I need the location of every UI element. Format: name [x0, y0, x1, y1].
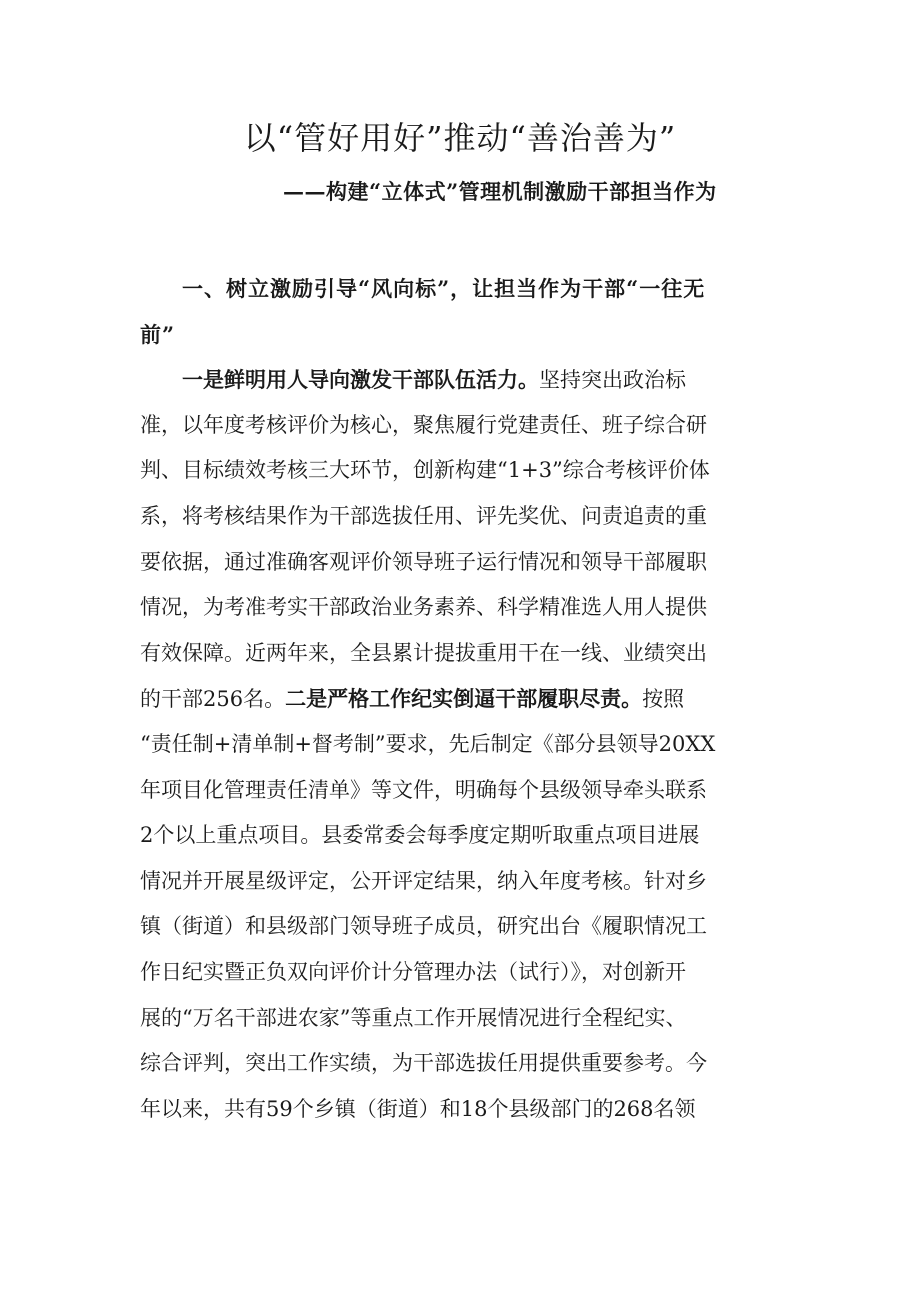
lead-sentence-one: 一是鲜明用人导向激发干部队伍活力。 — [182, 367, 539, 393]
paragraph-line: 准，以年度考核评价为核心，聚焦履行党建责任、班子综合研 — [140, 412, 707, 437]
document-title: 以“管好用好”推动“善治善为” — [243, 119, 677, 157]
paragraph-line: 年项目化管理责任清单》等文件，明确每个县级领导牵头联系 — [140, 777, 707, 802]
paragraph-text: 坚持突出政治标 — [539, 368, 686, 393]
paragraph-line: 有效保障。近两年来，全县累计提拔重用干在一线、业绩突出 — [140, 640, 707, 665]
paragraph-line — [140, 357, 775, 403]
paragraph-line — [140, 676, 775, 722]
lead-sentence-two: 二是严格工作纪实倒逼干部履职尽责。 — [285, 686, 643, 712]
paragraph-line: 系，将考核结果作为干部选拔任用、评先奖优、问责追责的重 — [140, 503, 707, 528]
paragraph-line: 综合评判，突出工作实绩，为干部选拔任用提供重要参考。今 — [140, 1051, 707, 1076]
document-body — [140, 266, 775, 1132]
paragraph-line: 镇（街道）和县级部门领导班子成员，研究出台《履职情况工 — [140, 914, 707, 939]
paragraph-text: 按照 — [642, 687, 685, 712]
paragraph-line: 作日纪实暨正负双向评价计分管理办法（试行）》，对创新开 — [140, 959, 686, 984]
section-heading-line2: 前” — [140, 321, 176, 347]
paragraph-line: 展的“万名干部进农家”等重点工作开展情况进行全程纪实、 — [140, 1005, 687, 1030]
paragraph-line: 判、目标绩效考核三大环节，创新构建“1+3”综合考核评价体 — [140, 458, 710, 483]
paragraph-line: 年以来，共有59个乡镇（街道）和18个县级部门的268名领 — [140, 1096, 696, 1121]
section-heading-line1: 一、树立激励引导“风向标”，让担当作为干部“一往无 — [182, 276, 706, 301]
section-heading-continued — [140, 312, 775, 358]
paragraph-line: 2个以上重点项目。县委常委会每季度定期听取重点项目进展 — [140, 823, 700, 848]
paragraph-text: 的干部256名。 — [140, 687, 286, 712]
paragraph-line: 要依据，通过准确客观评价领导班子运行情况和领导干部履职 — [140, 549, 707, 574]
paragraph-line: “责任制+清单制+督考制”要求，先后制定《部分县领导20XX — [140, 731, 716, 756]
paragraph-line: 情况，为考准考实干部政治业务素养、科学精准选人用人提供 — [140, 595, 707, 620]
paragraph-line: 情况并开展星级评定，公开评定结果，纳入年度考核。针对乡 — [140, 868, 707, 893]
document-subtitle: ——构建“立体式”管理机制激励干部担当作为 — [283, 179, 717, 204]
section-heading — [140, 266, 775, 312]
